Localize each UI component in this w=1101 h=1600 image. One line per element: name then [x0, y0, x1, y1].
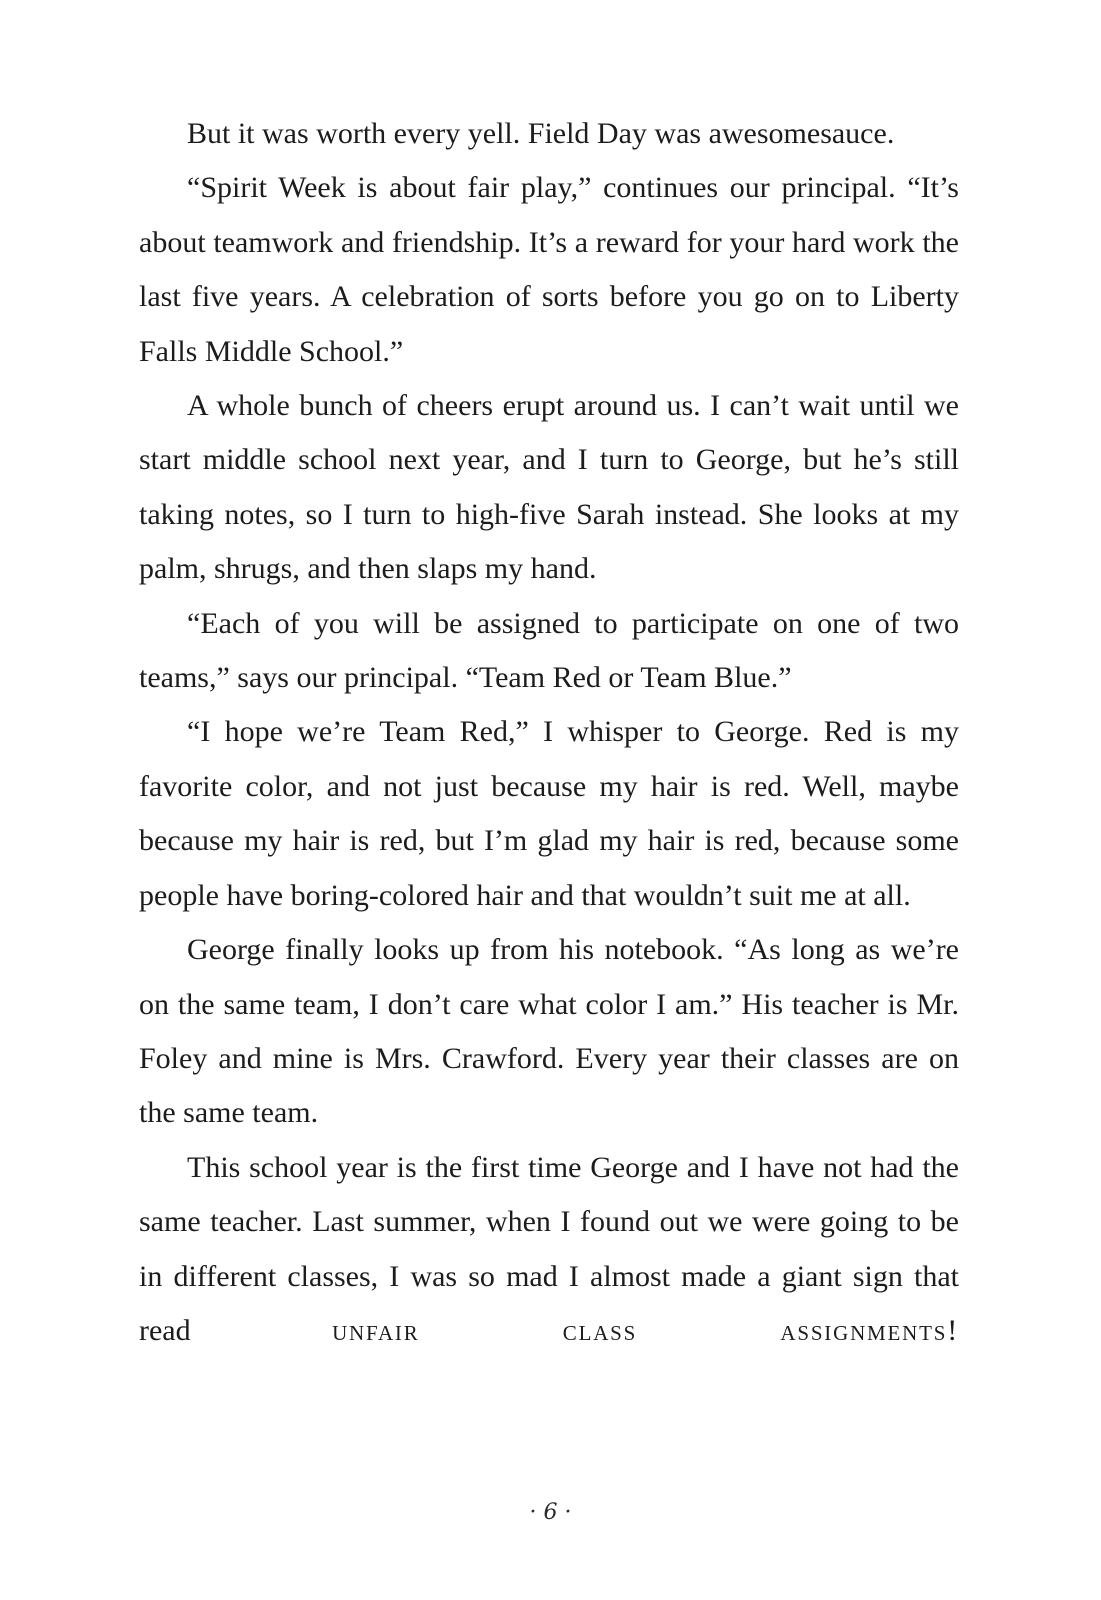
paragraph-7-text: This school year is the first time George and I have not had the same teacher. Last summer, when I found out we were going to be in different classes, I was so mad I almost made a giant sign that read [139, 1150, 959, 1347]
body-text [139, 107, 959, 1358]
paragraph-4: “Each of you will be assigned to participate on one of two teams,” says our principal. “Team Red or Team Blue.” [139, 606, 959, 695]
paragraph-1: But it was worth every yell. Field Day was awesomesauce. [187, 117, 895, 150]
paragraph-7 [139, 1141, 959, 1359]
paragraph-5: “I hope we’re Team Red,” I whisper to George. Red is my favorite color, and not just because my hair is red. Well, maybe because my hair is red, but I’m glad my hair is red, because some people have boring-colored hair and that wouldn’t suit me at all. [139, 715, 959, 912]
page-number: · 6 · [529, 1500, 572, 1525]
paragraph-2: “Spirit Week is about fair play,” continues our principal. “It’s about teamwork and friendship. It’s a reward for your hard work the last five years. A celebration of sorts before you go on to Liberty Falls Middle School.” [139, 171, 959, 368]
paragraph-6: George finally looks up from his notebook. “As long as we’re on the same team, I don’t care what color I am.” His teacher is Mr. Foley and mine is Mrs. Crawford. Every year their classes are on the same team. [139, 933, 959, 1130]
sign-text: unfair class assignments! [332, 1313, 959, 1347]
paragraph-3: A whole bunch of cheers erupt around us. I can’t wait until we start middle school next year, and I turn to George, but he’s still taking notes, so I turn to high-five Sarah instead. She looks at my palm, shrugs, and then slaps my hand. [139, 389, 959, 586]
